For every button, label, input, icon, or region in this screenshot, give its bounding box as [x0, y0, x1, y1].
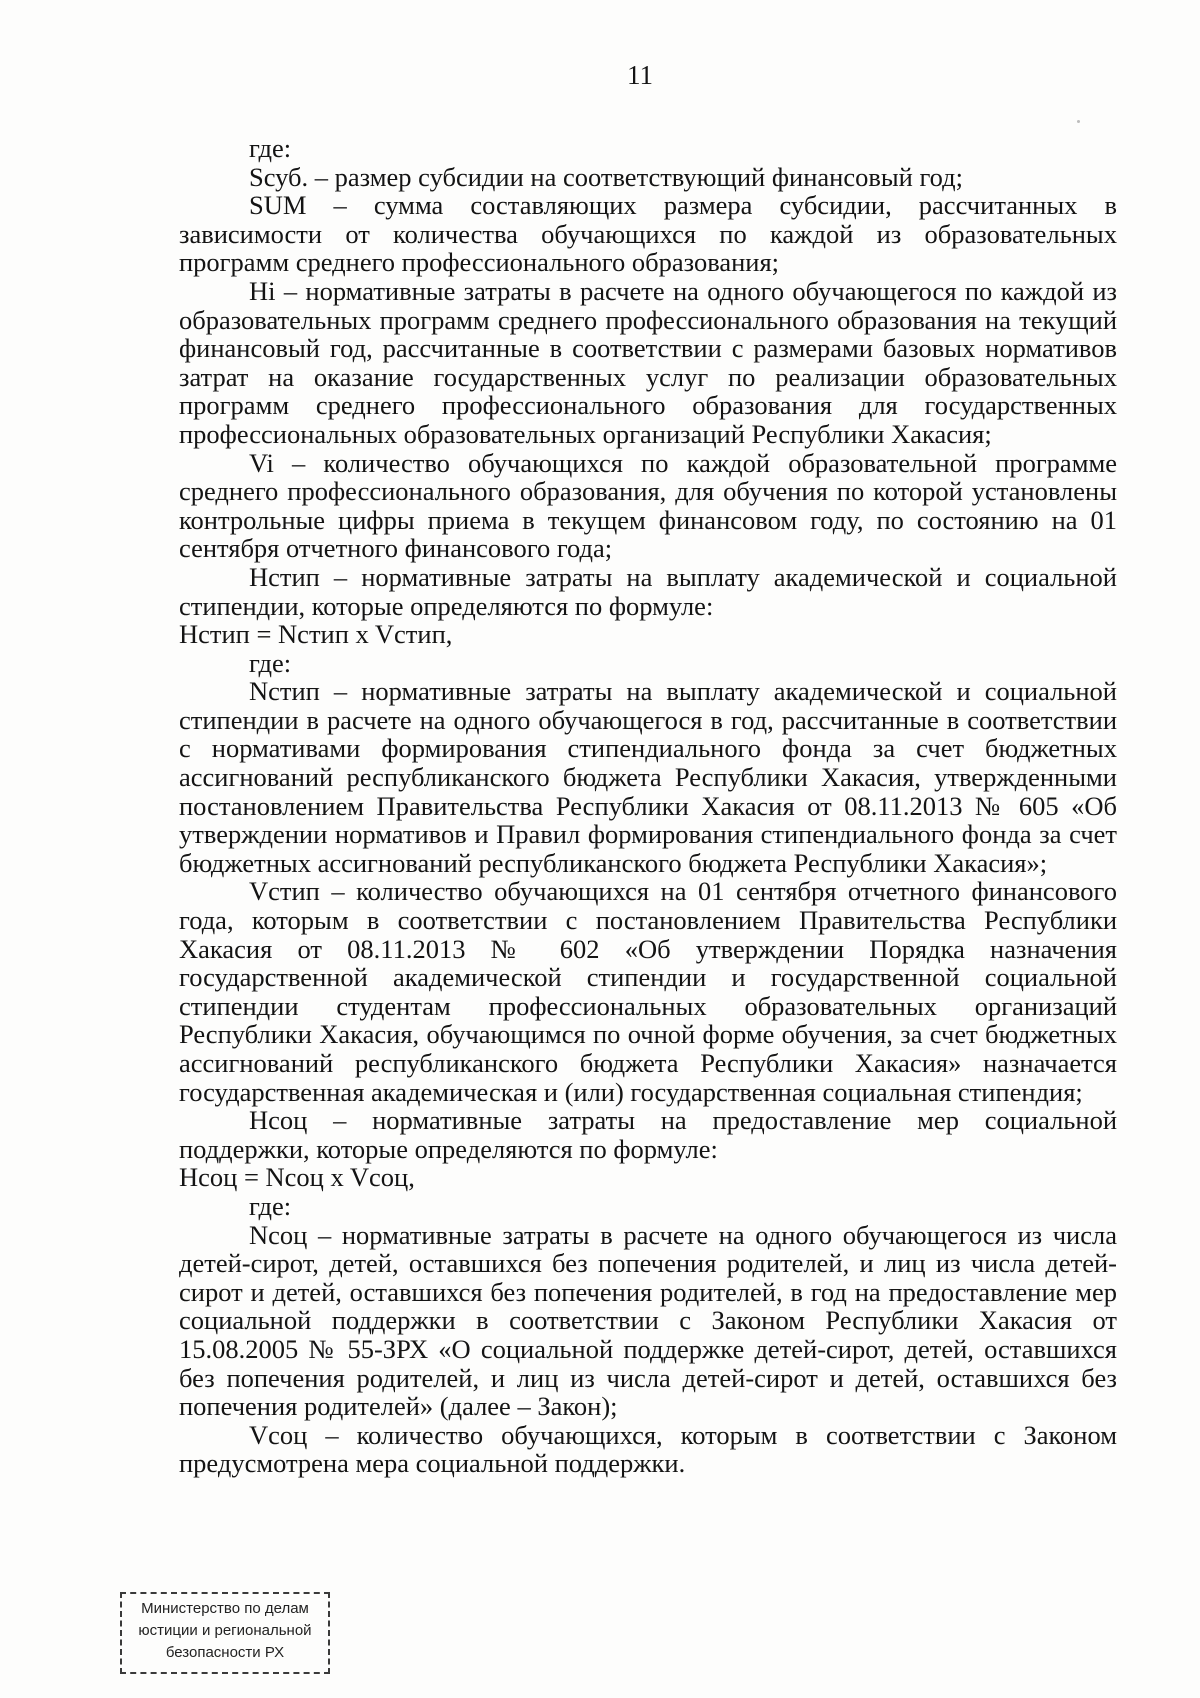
paragraph-s-sub: Sсуб. – размер субсидии на соответствующий финансовый год;	[249, 161, 964, 192]
paragraph-h-soc: Hсоц – нормативные затраты на предоставление мер социальной поддержки, которые определяются по формуле:	[179, 1105, 1117, 1164]
paragraph-vi: Vi – количество обучающихся по каждой образовательной программе среднего профессионального образования, для обучения по которой установлены контрольные цифры приема в текущем финансовом году, по состоянию на 01 сентября отчетного финансового года;	[179, 447, 1117, 564]
paragraph-hi: Hi – нормативные затраты в расчете на одного обучающегося по каждой из образовательных программ среднего профессионального образования на текущий финансовый год, рассчитанные в соответствии с размерами базовых нормативов затрат на оказание государственных услуг по реализации образовательных программ среднего профессионального образования для государственных профессиональных образовательных организаций Республики Хакасия;	[179, 275, 1117, 449]
stamp-line-1: Министерство по делам	[141, 1600, 309, 1617]
paragraph-v-soc: Vсоц – количество обучающихся, которым в соответствии с Законом предусмотрена мера социальной поддержки.	[179, 1419, 1117, 1479]
ministry-stamp	[120, 1592, 330, 1674]
scan-artifact	[1077, 120, 1080, 123]
formula-h-stip: Hстип = Nстип x Vстип,	[179, 619, 453, 650]
paragraph-h-stip: Hстип – нормативные затраты на выплату академической и социальной стипендии, которые определяются по формуле:	[179, 561, 1117, 621]
stamp-line-2: юстиции и региональной	[138, 1622, 312, 1639]
paragraph-sum: SUM – сумма составляющих размера субсидии, рассчитанных в зависимости от количества обучающихся по каждой из образовательных программ среднего профессионального образования;	[179, 190, 1117, 278]
paragraph-n-stip: Nстип – нормативные затраты на выплату академической и социальной стипендии в расчете на одного обучающегося в год, рассчитанные в соответствии с нормативами формирования стипендиального фонда за счет бюджетных ассигнований республиканского бюджета Республики Хакасия, утвержденными постановлением Правительства Республики Хакасия от 08.11.2013 № 605 «Об утверждении нормативов и Правил формирования стипендиального фонда за счет бюджетных ассигнований республиканского бюджета Республики Хакасия»;	[179, 676, 1117, 878]
paragraph-where-3: где:	[249, 1190, 292, 1221]
paragraph-where-2: где:	[249, 647, 292, 678]
formula-h-soc: Hсоц = Nсоц x Vсоц,	[179, 1162, 415, 1193]
stamp-line-3: безопасности РХ	[165, 1644, 285, 1661]
paragraph-where-1: где:	[249, 133, 292, 163]
document-body	[179, 134, 1117, 1478]
paragraph-v-stip: Vстип – количество обучающихся на 01 сентября отчетного финансового года, которым в соответствии с постановлением Правительства Республики Хакасия от 08.11.2013 № 602 «Об утверждении Порядка назначения государственной академической стипендии и государственной социальной стипендии студентам профессиональных образовательных организаций Республики Хакасия, обучающимся по очной форме обучения, за счет бюджетных ассигнований республиканского бюджета Республики Хакасия» назначается государственная академическая и (или) государственная социальная стипендия;	[179, 876, 1117, 1107]
page-number: 11	[627, 60, 653, 90]
paragraph-n-soc: Nсоц – нормативные затраты в расчете на одного обучающегося из числа детей-сирот, детей, оставшихся без попечения родителей, и лиц из числа детей-сирот и детей, оставшихся без попечения родителей, в год на предоставление мер социальной поддержки в соответствии с Законом Республики Хакасия от 15.08.2005 № 55-ЗРХ «О социальной поддержке детей-сирот, детей, оставшихся без попечения родителей, и лиц из числа детей-сирот и детей, оставшихся без попечения родителей» (далее – Закон);	[179, 1219, 1117, 1422]
